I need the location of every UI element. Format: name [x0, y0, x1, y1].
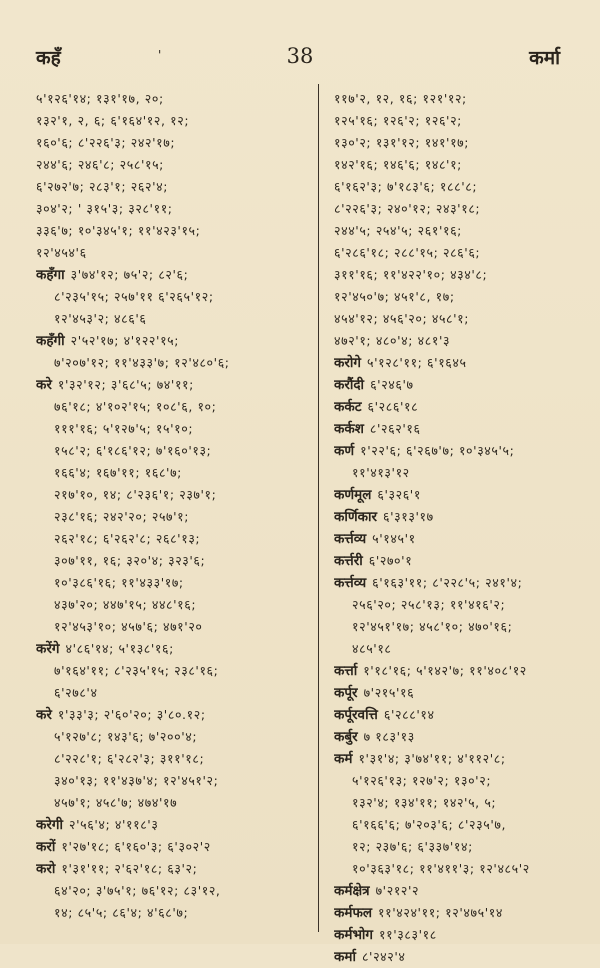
entry-references: ६'२७८'४: [54, 685, 98, 700]
entry-references: १२'४५३'१०; ४५७'६; ४७१'२०: [54, 619, 203, 634]
entry-references: ६'२८८'१४: [383, 707, 435, 722]
entry-references: २४४'५; २५४'५; २६१'१६;: [334, 223, 462, 238]
column-divider: [318, 84, 319, 932]
entry-headword: करेंगे: [36, 641, 60, 657]
entry-line: [334, 660, 574, 682]
entry-headword: कर्णिकार: [334, 509, 378, 525]
entry-references: ६'३२६'१: [377, 487, 421, 502]
entry-headword: कर्कट: [334, 399, 362, 415]
index-entry: [36, 638, 304, 704]
entry-references: १३२'४; १३४'११; १४२'५, ५;: [352, 795, 497, 810]
entry-line: [334, 616, 574, 638]
entry-references: ३'७४'१२; ७५'२; ८२'६;: [70, 267, 189, 282]
entry-references: ८'२२८'१; ६'२८२'३; ३११'१८;: [54, 751, 205, 766]
stray-mark: ': [158, 48, 162, 62]
left-column: [36, 88, 304, 924]
entry-headword: कर्पूर: [334, 685, 358, 701]
page-header: [0, 44, 600, 74]
entry-references: ६'१६६'६; ७'२०३'६; ८'२३५'७,: [352, 817, 507, 832]
entry-line: [334, 88, 574, 110]
entry-references: १२'४५४'६: [36, 245, 87, 260]
entry-references: १२'४५०'७; ४५१'८, १७;: [334, 289, 455, 304]
entry-line: [334, 902, 574, 924]
entry-references: १'२२'६; ६'२६७'७; १०'३४५'५;: [360, 443, 515, 458]
entry-line: [36, 726, 304, 748]
entry-references: १११'१६; ५'१२७'५; १५'१०;: [54, 421, 194, 436]
entry-references: २'५६'४; ४'११८'३: [69, 817, 159, 832]
entry-line: [36, 286, 304, 308]
entry-line: [334, 506, 574, 528]
entry-headword: कर्म: [334, 751, 353, 767]
entry-references: २४४'६; २४६'८; २५८'१५;: [36, 157, 164, 172]
entry-references: १२'४५१'१७; ४५८'१०; ४७०'१६;: [352, 619, 513, 634]
entry-line: [36, 396, 304, 418]
entry-references: ८'२६२'१६: [369, 421, 421, 436]
index-entry: [334, 484, 574, 506]
index-entry: [36, 88, 304, 264]
index-entry: [334, 528, 574, 550]
entry-line: [334, 462, 574, 484]
entry-references: ४'८६'१४; ५'१३८'१६;: [65, 641, 174, 656]
entry-references: १६०'६; ८'२२६'३; २४२'१७;: [36, 135, 176, 150]
entry-line: [334, 880, 574, 902]
index-entry: [334, 352, 574, 374]
entry-line: [334, 638, 574, 660]
entry-line: [36, 792, 304, 814]
entry-line: [36, 154, 304, 176]
entry-line: [36, 308, 304, 330]
entry-references: ५'१४५'१: [372, 531, 416, 546]
entry-references: १२; २३७'६; ६'३३७'१४;: [352, 839, 473, 854]
entry-line: [334, 924, 574, 946]
entry-line: [36, 462, 304, 484]
index-entry: [36, 814, 304, 836]
entry-references: ४७२'१; ४८०'४; ४८१'३: [334, 333, 451, 348]
index-entry: [334, 902, 574, 924]
index-entry: [334, 660, 574, 682]
entry-references: २६२'१८; ६'२६२'८; २६८'१३;: [54, 531, 201, 546]
entry-references: ५'१२७'८; १४३'६; ७'२००'४;: [54, 729, 198, 744]
index-entry: [334, 440, 574, 484]
entry-line: [334, 330, 574, 352]
entry-references: ६'१६२'३; ७'१८३'६; १८८'८;: [334, 179, 478, 194]
entry-headword: कर्पूरवत्ति: [334, 707, 378, 723]
entry-headword: कर्ण: [334, 443, 355, 459]
entry-line: [334, 132, 574, 154]
entry-line: [334, 396, 574, 418]
entry-line: [36, 352, 304, 374]
entry-line: [334, 176, 574, 198]
entry-line: [334, 154, 574, 176]
entry-line: [334, 484, 574, 506]
entry-line: [36, 550, 304, 572]
entry-line: [36, 902, 304, 924]
entry-line: [334, 110, 574, 132]
entry-line: [36, 616, 304, 638]
entry-line: [36, 484, 304, 506]
entry-line: [36, 440, 304, 462]
entry-headword: कर्मा: [334, 949, 356, 965]
index-entry: [334, 880, 574, 902]
entry-references: ६'३१३'१७: [383, 509, 434, 524]
entry-line: [36, 836, 304, 858]
index-entry: [334, 682, 574, 704]
entry-references: १०'३८६'१६; ११'४३३'१७;: [54, 575, 184, 590]
entry-line: [36, 374, 304, 396]
index-entry: [334, 704, 574, 726]
entry-line: [36, 506, 304, 528]
entry-line: [36, 858, 304, 880]
entry-references: ११'४१३'१२: [352, 465, 410, 480]
entry-references: २३८'१६; २४२'२०; २५७'१;: [54, 509, 190, 524]
entry-headword: कर्णमूल: [334, 487, 372, 503]
entry-line: [334, 220, 574, 242]
entry-headword: कर्मफल: [334, 905, 373, 921]
entry-references: १'३३'३; २'६०'२०; ३'८०.१२;: [57, 707, 206, 722]
entry-line: [334, 792, 574, 814]
entry-references: १०'३६३'१८; ११'४११'३; १२'४८५'२: [352, 861, 530, 876]
entry-headword: कर्त्तव्य: [334, 531, 367, 547]
entry-line: [334, 440, 574, 462]
entry-line: [334, 814, 574, 836]
entry-references: ११'४२४'११; १२'४७५'१४: [378, 905, 503, 920]
entry-references: ३११'१६; ११'४२२'१०; ४३४'८;: [334, 267, 488, 282]
right-column: [334, 88, 574, 968]
entry-headword: कहँगी: [36, 333, 65, 349]
entry-line: [36, 220, 304, 242]
entry-line: [36, 132, 304, 154]
entry-headword: करेगी: [36, 817, 63, 833]
entry-line: [334, 726, 574, 748]
entry-references: २५६'२०; २५८'१३; ११'४१६'२;: [352, 597, 506, 612]
entry-line: [36, 572, 304, 594]
right-guide-word: कर्मा: [529, 47, 560, 69]
index-entry: [334, 572, 574, 660]
entry-references: १'३१'४; ३'७४'११; ४'११२'८;: [358, 751, 506, 766]
entry-references: ७ १८३'१३: [363, 729, 415, 744]
entry-line: [334, 836, 574, 858]
entry-line: [36, 660, 304, 682]
left-guide-word: कहँ: [36, 47, 61, 69]
entry-headword: करों: [36, 839, 56, 855]
entry-headword: कर्त्तव्य: [334, 575, 367, 591]
entry-references: ४५४'१२; ४५६'२०; ४५८'१;: [334, 311, 470, 326]
entry-headword: कर्मक्षेत्र: [334, 883, 370, 899]
index-entry: [334, 88, 574, 352]
entry-references: ११'३८३'१८: [379, 927, 437, 942]
entry-references: ६'१६३'११; ८'२२८'५; २४१'४;: [372, 575, 523, 590]
entry-line: [36, 242, 304, 264]
entry-line: [36, 264, 304, 286]
entry-references: ८'२४२'४: [361, 949, 406, 964]
entry-line: [334, 550, 574, 572]
entry-headword: कहँगा: [36, 267, 65, 283]
entry-references: ६'२८६'१८; २८८'१५; २८६'६;: [334, 245, 481, 260]
entry-line: [36, 638, 304, 660]
index-entry: [36, 858, 304, 924]
entry-line: [36, 110, 304, 132]
index-entry: [334, 924, 574, 946]
entry-headword: करो: [36, 861, 56, 877]
entry-headword: कर्त्ता: [334, 663, 358, 679]
entry-line: [334, 242, 574, 264]
index-entry: [36, 704, 304, 814]
entry-references: ७६'१८; ४'१०२'१५; १०८'६, १०;: [54, 399, 217, 414]
entry-headword: करे: [36, 707, 52, 723]
entry-references: १४; ८५'५; ८६'४; ४'६८'७;: [54, 905, 189, 920]
entry-headword: करौंदी: [334, 377, 365, 393]
entry-headword: करोगे: [334, 355, 361, 371]
entry-headword: कर्कश: [334, 421, 364, 437]
entry-headword: कर्बुर: [334, 729, 358, 745]
entry-references: १२५'१६; १२६'२; १२६'२;: [334, 113, 462, 128]
entry-references: १५८'२; ६'१८६'१२; ७'१६०'१३;: [54, 443, 212, 458]
entry-line: [36, 880, 304, 902]
entry-line: [334, 858, 574, 880]
entry-references: ११७'२, १२, १६; १२१'१२;: [334, 91, 467, 106]
entry-line: [334, 264, 574, 286]
entry-references: ५'१२६'१३; १२७'२; १३०'२;: [352, 773, 492, 788]
entry-references: ४८५'१८: [352, 641, 392, 656]
entry-references: ५'१२८'११; ६'१६४५: [367, 355, 467, 370]
entry-line: [36, 704, 304, 726]
entry-headword: कर्मभोग: [334, 927, 374, 943]
entry-line: [334, 946, 574, 968]
entry-references: ८'२३५'१५; २५७'११ ६'२६५'१२;: [54, 289, 214, 304]
entry-line: [36, 682, 304, 704]
entry-line: [334, 352, 574, 374]
entry-references: ६'२७२'७; २८३'१; २६२'४;: [36, 179, 169, 194]
entry-line: [334, 418, 574, 440]
page-number: 38: [286, 44, 314, 68]
entry-references: ८'२२६'३; २४०'१२; २४३'१८;: [334, 201, 481, 216]
entry-references: ४३७'२०; ४४७'१५; ४४८'१६;: [54, 597, 197, 612]
entry-line: [36, 748, 304, 770]
index-entry: [36, 264, 304, 330]
entry-line: [36, 88, 304, 110]
entry-headword: कर्त्तरी: [334, 553, 363, 569]
entry-line: [334, 374, 574, 396]
entry-references: ७'२०७'१२; ११'४३३'७; १२'४८०'६;: [54, 355, 230, 370]
entry-line: [334, 748, 574, 770]
index-entry: [334, 946, 574, 968]
entry-references: ७'१६४'११; ८'२३५'१५; २३८'१६;: [54, 663, 219, 678]
entry-references: ७'२१५'१६: [363, 685, 415, 700]
entry-references: २१७'१०, १४; ८'२३६'१; २३७'१;: [54, 487, 217, 502]
entry-references: १६६'४; १६७'११; १६८'७;: [54, 465, 182, 480]
entry-references: ३०४'२; ' ३१५'३; ३२८'११;: [36, 201, 173, 216]
entry-line: [334, 682, 574, 704]
entry-line: [36, 528, 304, 550]
entry-line: [36, 814, 304, 836]
index-entry: [36, 836, 304, 858]
index-entry: [36, 330, 304, 374]
index-entry: [334, 506, 574, 528]
entry-line: [334, 770, 574, 792]
entry-references: १'१८'१६; ५'१४२'७; ११'४०८'१२: [363, 663, 527, 678]
entry-references: १'२७'१८; ६'१६०'३; ६'३०२'२: [61, 839, 211, 854]
entry-references: ७'२१२'२: [375, 883, 420, 898]
entry-line: [334, 198, 574, 220]
entry-references: ४५७'१; ४५८'७; ४७४'१७: [54, 795, 178, 810]
entry-line: [36, 176, 304, 198]
entry-references: १३२'१, २, ६; ६'१६४'१२, १२;: [36, 113, 190, 128]
entry-references: १३०'२; १३१'१२; १४१'१७;: [334, 135, 470, 150]
index-entry: [36, 374, 304, 638]
entry-references: २'५२'१७; ४'१२२'१५;: [70, 333, 180, 348]
entry-references: १२'४५३'२; ४८६'६: [54, 311, 147, 326]
index-entry: [334, 418, 574, 440]
index-entry: [334, 748, 574, 880]
entry-line: [36, 198, 304, 220]
entry-line: [36, 330, 304, 352]
entry-line: [334, 308, 574, 330]
entry-references: ६'२७०'१: [368, 553, 413, 568]
entry-line: [334, 528, 574, 550]
entry-references: ६'२८६'१८: [367, 399, 419, 414]
entry-line: [36, 418, 304, 440]
index-entry: [334, 550, 574, 572]
entry-references: ३३६'७; १०'३४५'१; ११'४२३'१५;: [36, 223, 201, 238]
entry-references: ३०७'११, १६; ३२०'४; ३२३'६;: [54, 553, 206, 568]
entry-line: [334, 704, 574, 726]
entry-references: ३४०'१३; ११'४३७'४; १२'४५१'२;: [54, 773, 219, 788]
entry-line: [334, 286, 574, 308]
entry-headword: करे: [36, 377, 52, 393]
entry-references: १४२'१६; १४६'६; १४८'१;: [334, 157, 462, 172]
entry-line: [36, 770, 304, 792]
entry-references: १'३१'११; २'६२'१८; ६३'२;: [61, 861, 198, 876]
index-entry: [334, 396, 574, 418]
entry-references: ५'१२६'१४; १३१'१७, २०;: [36, 91, 164, 106]
entry-references: १'३२'१२; ३'६८'५; ७४'११;: [57, 377, 194, 392]
entry-references: ६४'२०; ३'७५'१; ७६'१२; ८३'१२,: [54, 883, 221, 898]
index-entry: [334, 726, 574, 748]
entry-references: ६'२४६'७: [370, 377, 414, 392]
entry-line: [334, 572, 574, 594]
entry-line: [334, 594, 574, 616]
entry-line: [36, 594, 304, 616]
index-entry: [334, 374, 574, 396]
